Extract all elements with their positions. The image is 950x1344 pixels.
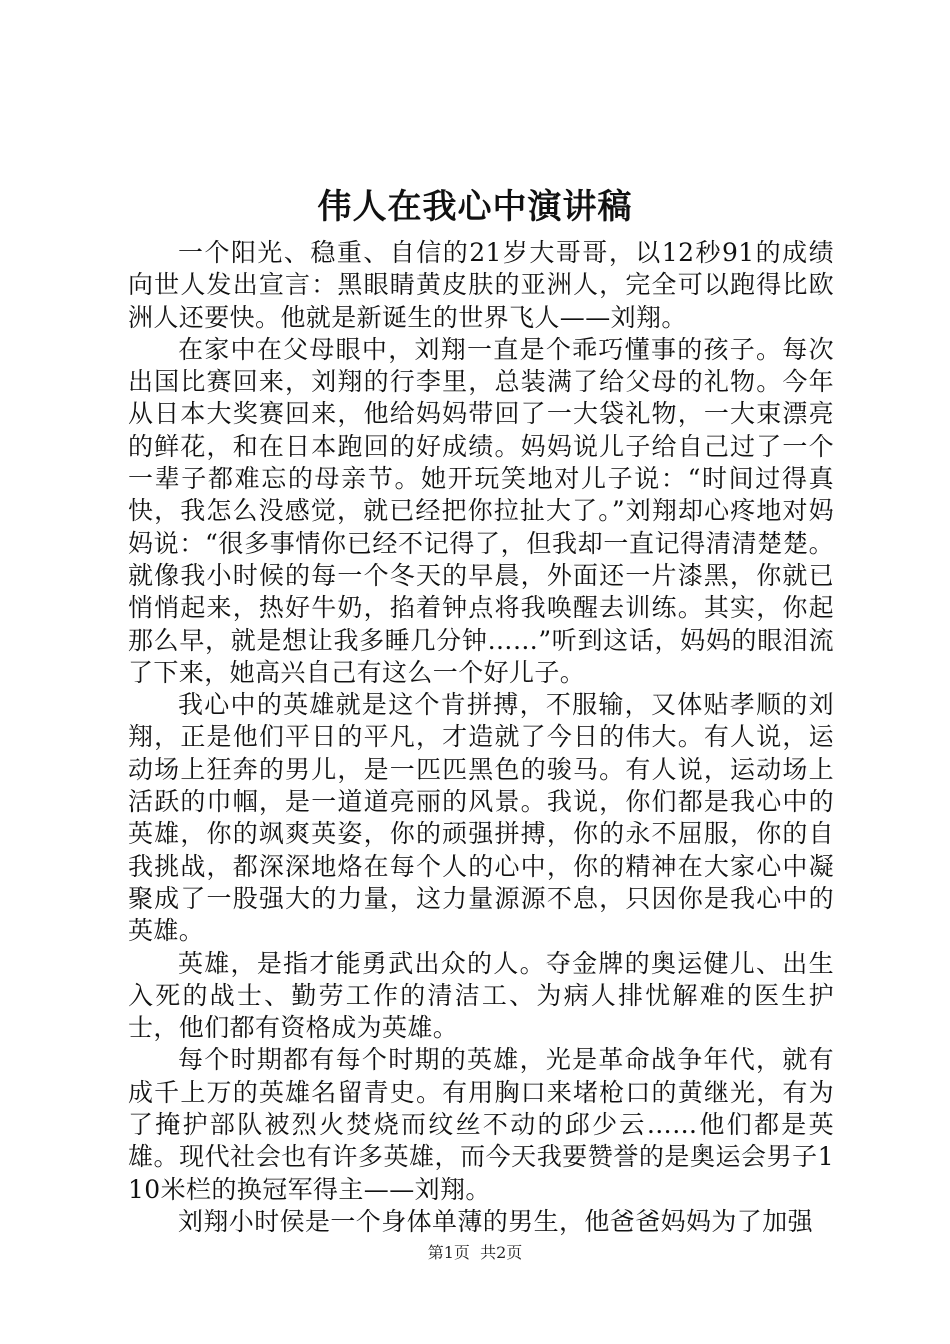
footer-spacer (470, 1243, 480, 1262)
paragraph-4: 英雄，是指才能勇武出众的人。夺金牌的奥运健儿、出生入死的战士、勤劳工作的清洁工、为病人排忧解难的医生护士，他们都有资格成为英雄。 (128, 948, 834, 1043)
document-body (128, 237, 834, 1238)
paragraph-3: 我心中的英雄就是这个肯拼搏，不服输，又体贴孝顺的刘翔，正是他们平日的平凡，才造就了今日的伟大。有人说，运动场上狂奔的男儿，是一匹匹黑色的骏马。有人说，运动场上活跃的巾帼，是一道道亮丽的风景。我说，你们都是我心中的英雄，你的飒爽英姿，你的顽强拼搏，你的永不屈服，你的自我挑战，都深深地烙在每个人的心中，你的精神在大家心中凝聚成了一股强大的力量，这力量源源不息，只因你是我心中的英雄。 (128, 690, 834, 946)
paragraph-1: 一个阳光、稳重、自信的21岁大哥哥，以12秒91的成绩向世人发出宣言：黑眼睛黄皮肤的亚洲人，完全可以跑得比欧洲人还要快。他就是新诞生的世界飞人——刘翔。 (128, 238, 834, 332)
page-footer (0, 1243, 950, 1263)
paragraph-6: 刘翔小时侯是一个身体单薄的男生，他爸爸妈妈为了加强 (178, 1206, 814, 1236)
page-total: 共2页 (480, 1243, 523, 1262)
document-title: 伟人在我心中演讲稿 (317, 187, 633, 227)
paragraph-5: 每个时期都有每个时期的英雄，光是革命战争年代，就有成千上万的英雄名留青史。有用胸口来堵枪口的黄继光，有为了掩护部队被烈火焚烧而纹丝不动的邱少云……他们都是英雄。现代社会也有许多英雄，而今天我要赞誉的是奥运会男子110米栏的换冠军得主——刘翔。 (128, 1045, 834, 1204)
page-number: 第1页 (427, 1243, 470, 1262)
paragraph-2: 在家中在父母眼中，刘翔一直是个乖巧懂事的孩子。每次出国比赛回来，刘翔的行李里，总装满了给父母的礼物。今年从日本大奖赛回来，他给妈妈带回了一大袋礼物，一大束漂亮的鲜花，和在日本跑回的好成绩。妈妈说儿子给自己过了一个一辈子都难忘的母亲节。她开玩笑地对儿子说：“时间过得真快，我怎么没感觉，就已经把你拉扯大了。”刘翔却心疼地对妈妈说：“很多事情你已经不记得了，但我却一直记得清清楚楚。就像我小时候的每一个冬天的早晨，外面还一片漆黑，你就已悄悄起来，热好牛奶，掐着钟点将我唤醒去训练。其实，你起那么早，就是想让我多睡几分钟……”听到这话，妈妈的眼泪流了下来，她高兴自己有这么一个好儿子。 (128, 334, 834, 687)
